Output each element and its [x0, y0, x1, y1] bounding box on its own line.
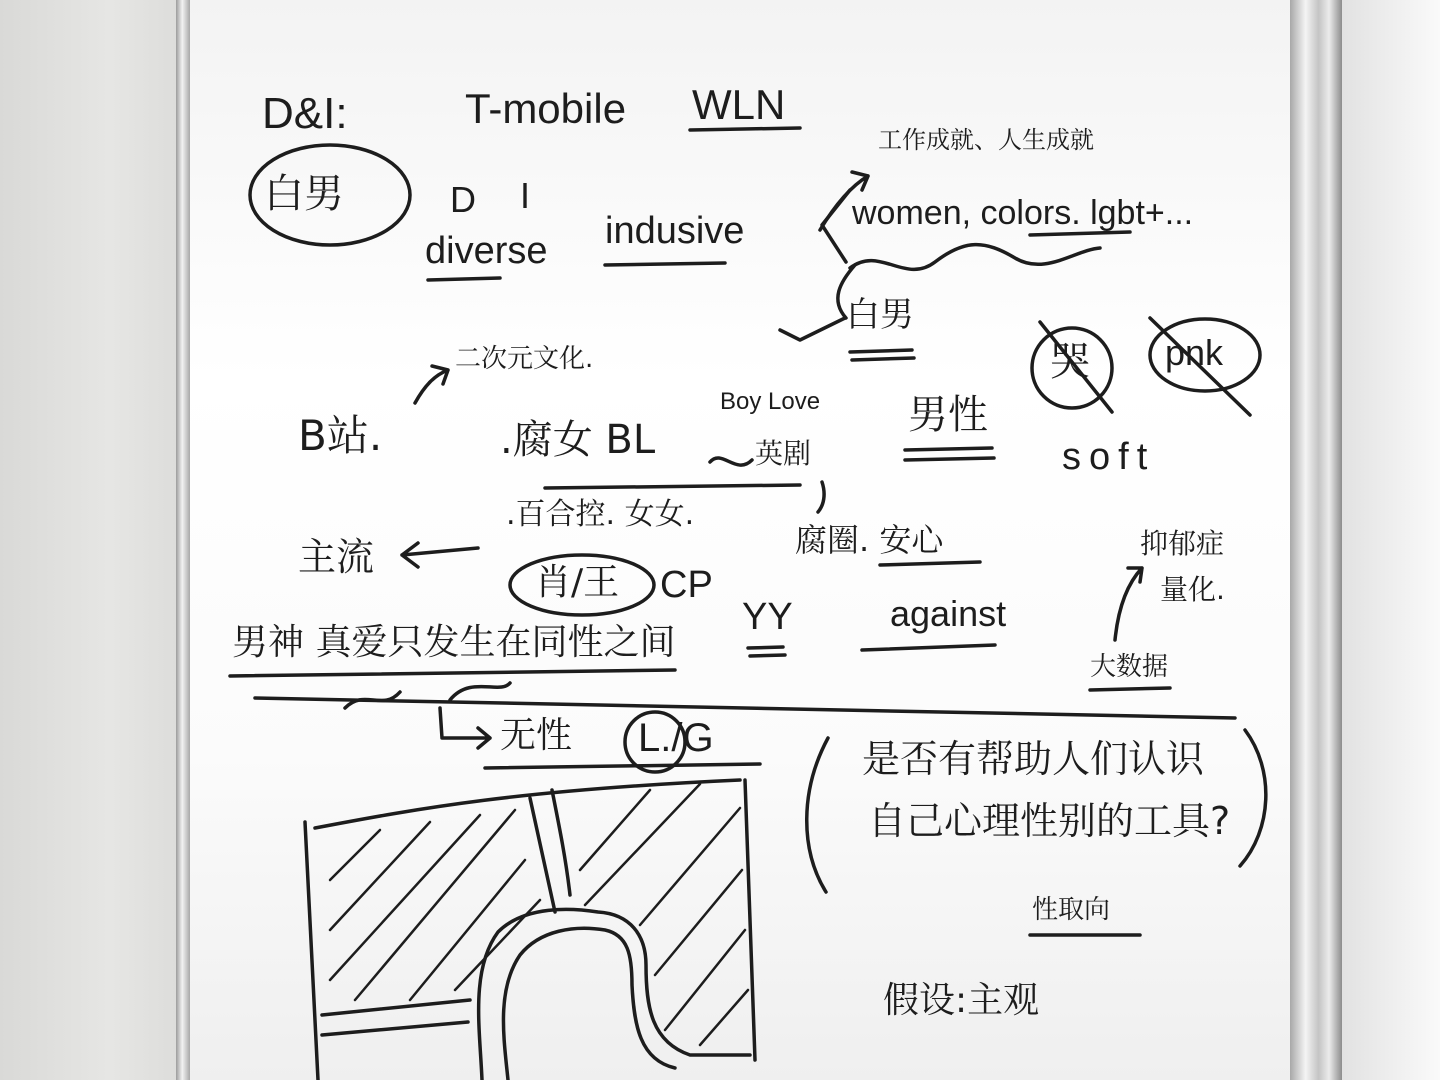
diagram-top-edge: [315, 780, 740, 828]
asexual: 无性: [500, 715, 573, 756]
check-mark: [780, 318, 845, 340]
note-achievement: 工作成就、人生成就: [878, 126, 1094, 154]
arrow-to-acg: [415, 366, 448, 403]
underline-inclusive: [605, 263, 725, 265]
crossed-pink: pnk: [1165, 332, 1224, 373]
wavy-under-groups: [850, 245, 1100, 270]
depression-quantify: 量化.: [1160, 573, 1225, 606]
bilibili: B站.: [298, 411, 383, 460]
underline-asexual-lg: [485, 764, 760, 768]
acg-culture: 二次元文化.: [455, 344, 594, 374]
link-to-fujo-circle: [818, 482, 824, 512]
underline-big-data: [1090, 688, 1170, 690]
arrow-mainstream: [402, 543, 478, 567]
male-gender: 男性: [908, 392, 988, 438]
diagram-divider-1: [530, 798, 555, 912]
against: against: [890, 593, 1007, 634]
header-label: D&I:: [262, 89, 348, 138]
header-group: WLN: [692, 81, 786, 128]
big-data: 大数据: [1090, 652, 1169, 682]
question-line-2: 自己心理性别的工具?: [868, 799, 1231, 843]
underline-fujo-circle: [880, 562, 980, 565]
soft: soft: [1062, 436, 1156, 478]
true-love-line: 男神 真爱只发生在同性之间: [232, 622, 676, 663]
diagram-right-edge: [745, 780, 755, 1060]
horizontal-divider: [255, 698, 1235, 718]
underline-bl: [545, 485, 800, 488]
underline-against: [862, 645, 995, 650]
arrow-to-asexual: [440, 708, 490, 748]
crossed-cry: 哭: [1050, 339, 1090, 385]
depression: 抑郁症: [1140, 527, 1225, 560]
tilde-to-british-drama: [710, 458, 752, 465]
close-paren: [1240, 730, 1266, 866]
orientation: 性取向: [1032, 895, 1111, 925]
double-line-white-male: [850, 350, 914, 360]
letter-i: I: [520, 175, 531, 216]
open-paren: [807, 738, 828, 892]
arrow-to-depression: [1115, 568, 1142, 640]
double-line-yy: [748, 647, 785, 656]
underline-wln: [690, 128, 800, 130]
diagram-outline: [305, 822, 318, 1080]
diagram-bottom-left: [322, 1000, 470, 1035]
underline-colors: [1030, 232, 1130, 235]
question-line-1: 是否有帮助人们认识: [862, 737, 1205, 781]
diagram-divider-2: [552, 790, 570, 895]
diagram-hatching: [330, 784, 748, 1045]
yy-label: YY: [742, 596, 793, 638]
word-inclusive: indusive: [605, 210, 745, 252]
british-drama: 英剧: [755, 437, 812, 470]
word-diverse: diverse: [425, 230, 548, 272]
mainstream: 主流: [298, 535, 375, 579]
white-male-again: 白男: [846, 295, 914, 335]
boy-love: Boy Love: [720, 388, 821, 415]
underline-true-love: [230, 670, 675, 676]
underline-diverse: [428, 278, 500, 280]
fujoshi-bl: .腐女 BL: [500, 417, 656, 463]
couple-names: 肖/王: [535, 562, 620, 603]
hypothesis: 假设:主观: [883, 980, 1040, 1021]
circled-white-male: 白男: [264, 171, 344, 217]
lg-label: L./G: [638, 716, 714, 760]
fujo-circle: 腐圈. 安心: [795, 521, 944, 559]
groups-list: women, colors. lgbt+...: [852, 194, 1194, 232]
header-company: T-mobile: [465, 85, 627, 132]
double-line-male-gender: [905, 448, 994, 460]
cp-label: CP: [660, 564, 713, 606]
bracket-inclusive: [822, 190, 850, 262]
yuri-fans: .百合控. 女女.: [506, 497, 695, 532]
letter-d: D: [450, 179, 476, 220]
